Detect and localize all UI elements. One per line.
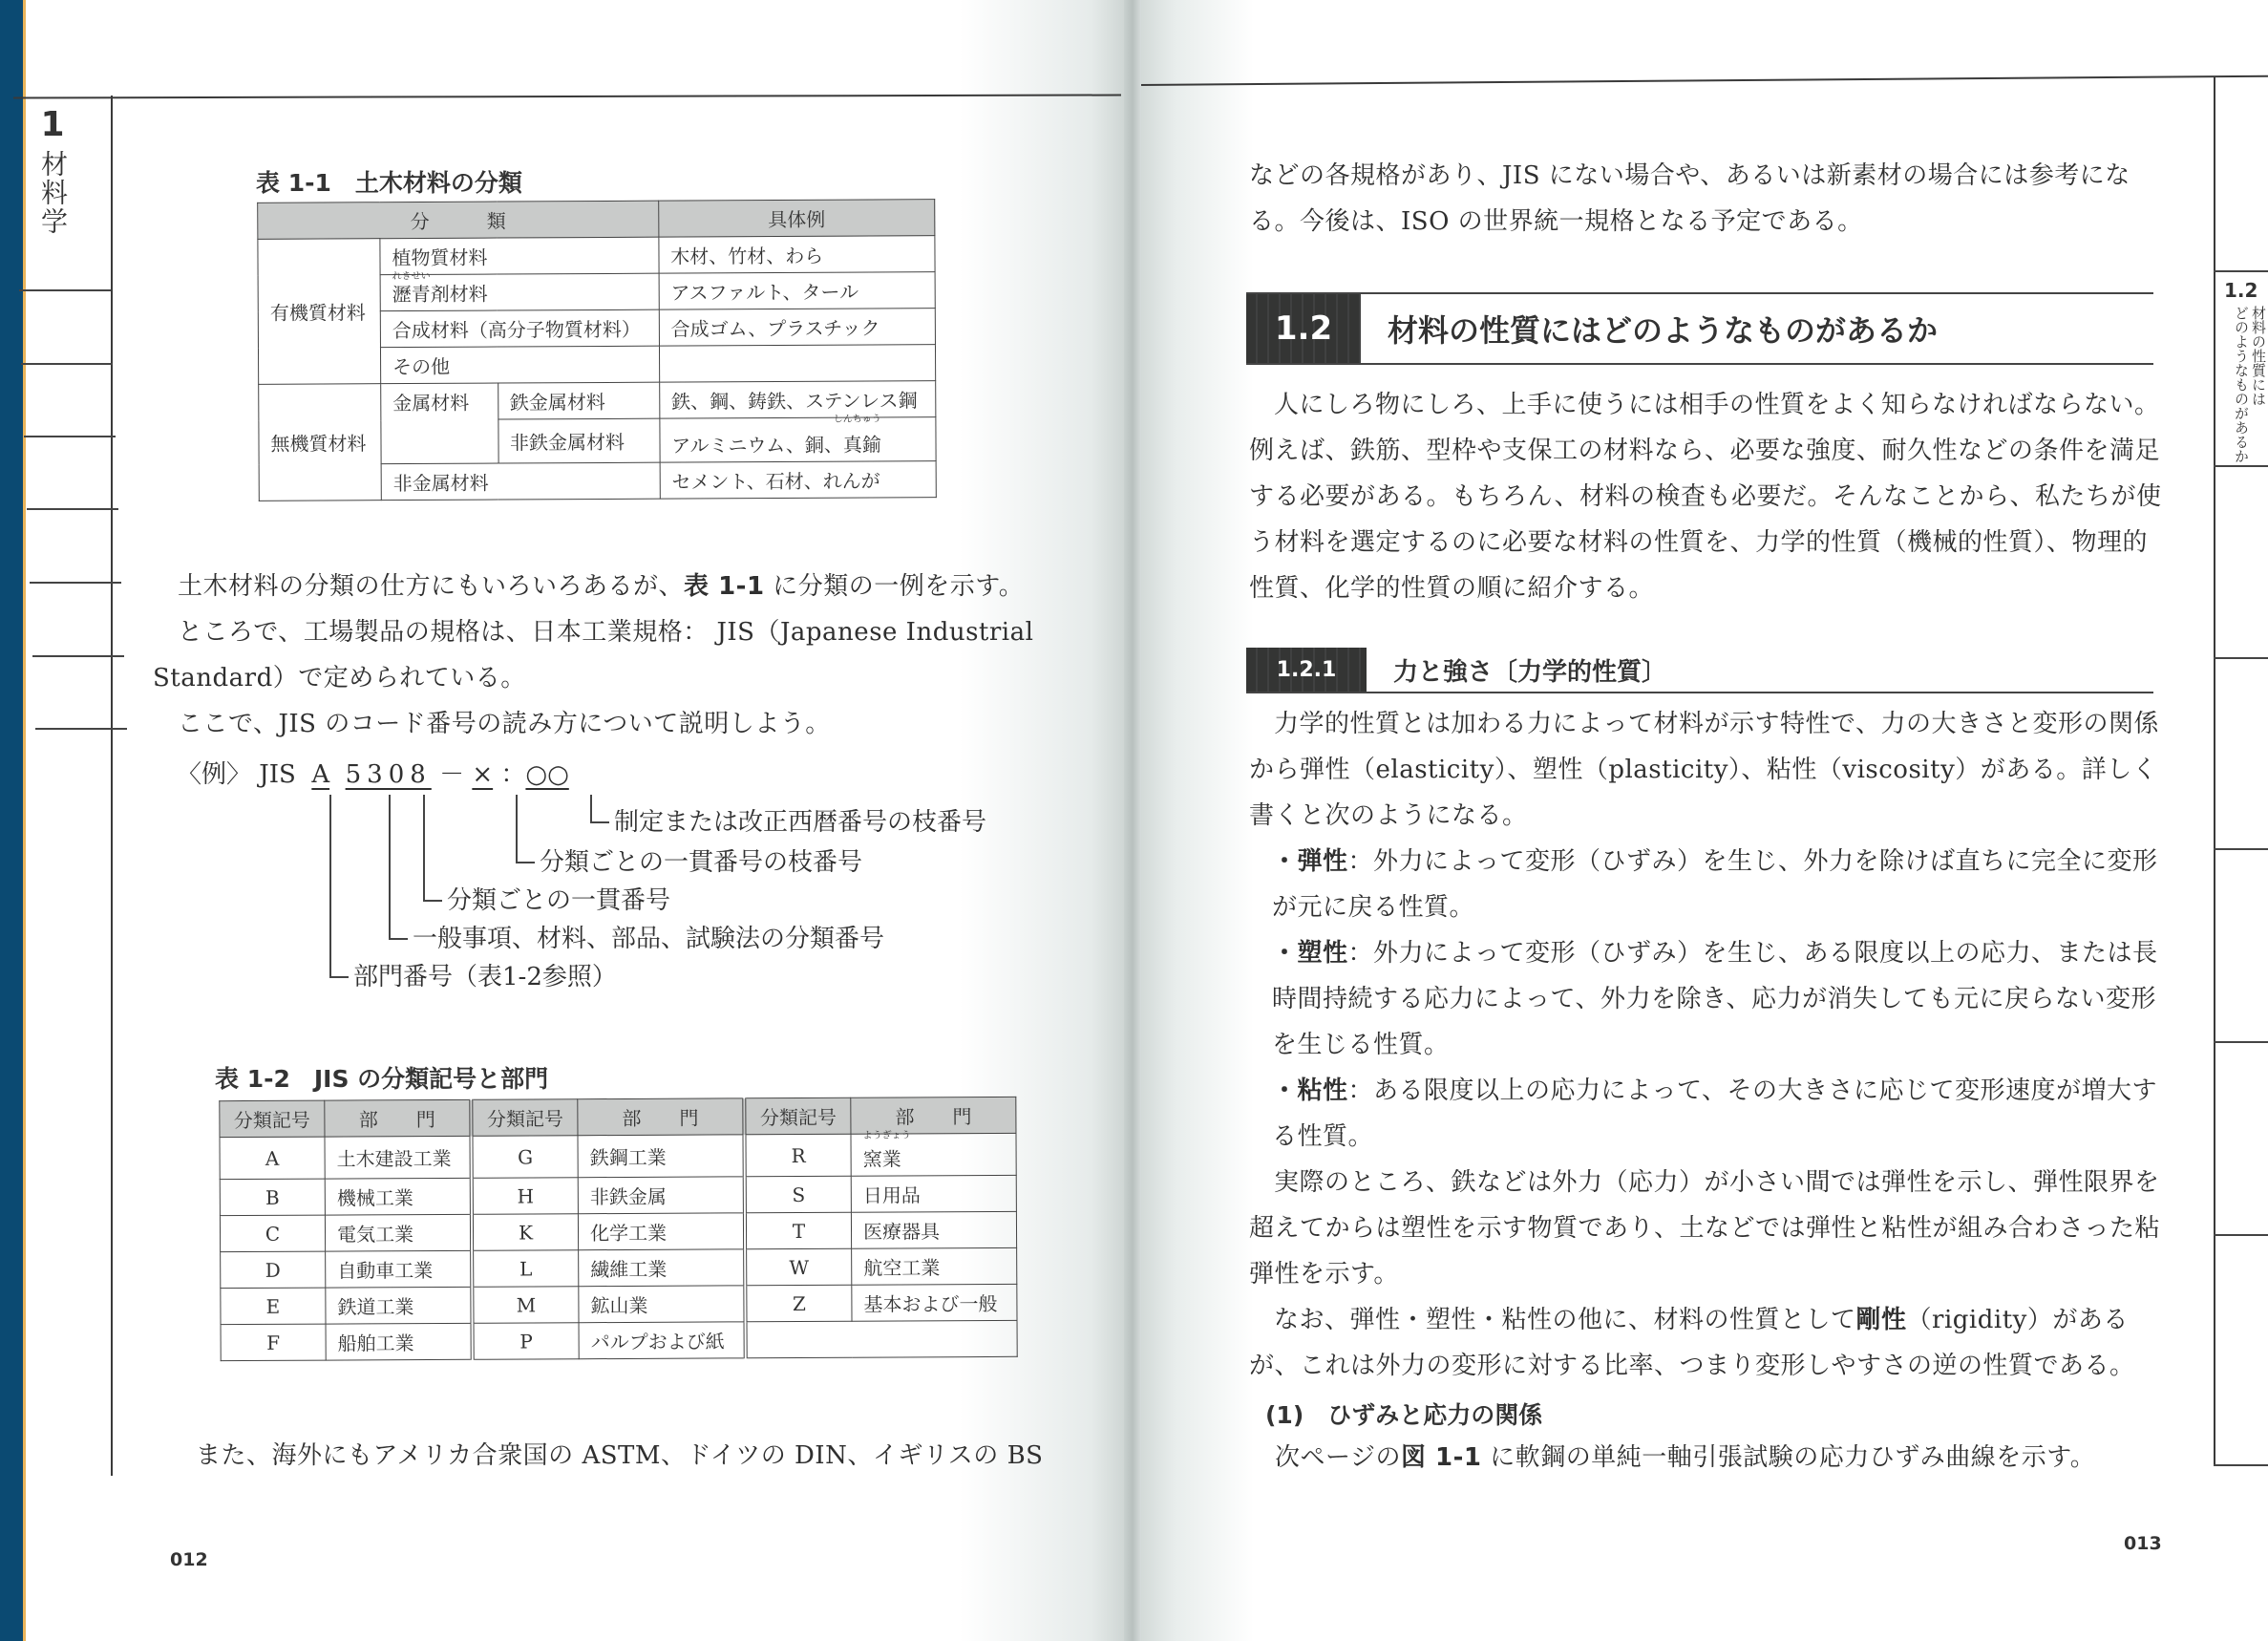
- tab-divider: [32, 655, 124, 657]
- paragraph: ところで、工場製品の規格は、日本工業規格： JIS（Japanese Industrial Standard）で定められている。: [153, 618, 1034, 693]
- text-run: 次ページの: [1275, 1443, 1401, 1472]
- table-cell: 非鉄金属: [578, 1177, 745, 1214]
- annotation: 分類ごとの一貫番号: [447, 886, 671, 915]
- table-cell: セメント、石材、れんが: [660, 461, 936, 500]
- group-inorganic: 無機質材料: [259, 384, 382, 501]
- tab-divider: [27, 508, 118, 510]
- table-cell: 鉄道工業: [326, 1287, 473, 1324]
- bracket-line: [590, 821, 609, 823]
- table-cell: 基本および一般: [852, 1284, 1017, 1321]
- paragraph: ここで、JIS のコード番号の読み方について説明しよう。: [178, 710, 831, 738]
- table-cell: G: [471, 1136, 578, 1179]
- table-row: [221, 1247, 1017, 1288]
- jis-prefix: 〈例〉 JIS: [177, 760, 296, 789]
- text-run: に軟鋼の単純一軸引張試験の応力ひずみ曲線を示す。: [1481, 1443, 2096, 1472]
- section-tab: [2220, 279, 2266, 463]
- book-gutter: [1124, 0, 1141, 1641]
- chapter-number: 1: [40, 105, 65, 144]
- subsection-title: 力と強さ〔力学的性質〕: [1393, 657, 1667, 687]
- table-cell: パルプおよび紙: [579, 1322, 746, 1359]
- jis-part-number: 5308: [345, 760, 432, 789]
- table-cell: W: [745, 1248, 852, 1286]
- text-run: （rigidity）があるが、これは外力の変形に対する比率、つまり変形しやすさの逆の性質である。: [1249, 1306, 2135, 1380]
- section-intro: [1249, 382, 2166, 611]
- table-cell: 電気工業: [325, 1214, 472, 1251]
- subsection-number-box: 1.2.1: [1246, 648, 1367, 692]
- jis-code: [177, 755, 569, 790]
- table2-header: 分類記号: [744, 1098, 851, 1135]
- tab-divider: [21, 363, 113, 365]
- table-row: [220, 1175, 1016, 1215]
- table-cell: 日用品: [851, 1175, 1016, 1212]
- table-cell: [660, 414, 936, 463]
- table2-header: 分類記号: [471, 1099, 578, 1137]
- table2-header: 分類記号: [220, 1100, 325, 1138]
- definition-text: ：外力によって変形（ひずみ）を生じ、外力を除けば直ちに完全に変形が元に戻る性質。: [1272, 847, 2158, 922]
- table-row: [221, 1284, 1017, 1324]
- jis-part-x: ×: [472, 760, 494, 789]
- table-cell: 合成材料（高分子物質材料）: [380, 309, 659, 348]
- bracket-line: [590, 795, 592, 821]
- table-cell: 鉄鋼工業: [578, 1135, 745, 1178]
- figure-reference: 図 1-1: [1400, 1443, 1482, 1472]
- jis-colon: ：: [500, 760, 526, 789]
- ruby-text: ようぎょう: [862, 1130, 911, 1141]
- definition-term: ・粘性: [1272, 1076, 1348, 1105]
- bracket-line: [389, 795, 391, 938]
- ruby-text: れきせい: [392, 270, 431, 283]
- subsection-body: [1249, 701, 2166, 1389]
- tab-divider: [2214, 465, 2268, 467]
- table2-header: 部 門: [578, 1098, 745, 1136]
- definition-term: ・弾性: [1272, 847, 1348, 876]
- cell-text: 瀝青剤材料: [392, 282, 488, 307]
- bracket-line: [516, 862, 535, 863]
- definition-viscous: [1249, 1068, 2166, 1160]
- bracket-line: [423, 900, 442, 902]
- table-cell: S: [745, 1176, 852, 1213]
- tab-divider: [24, 436, 116, 437]
- table-cell: A: [220, 1137, 325, 1180]
- jis-part-oo: ○○: [525, 760, 569, 789]
- table-cell: 鉄、鋼、鋳鉄、ステンレス鋼: [659, 381, 935, 419]
- table-cell: Z: [745, 1285, 852, 1322]
- paragraph: 実際のところ、鉄などは外力（応力）が小さい間では弾性を示し、弾性限界を超えてからは塑性を示す物質であり、土などでは弾性と粘性が組み合わさった粘弾性を示す。: [1249, 1168, 2161, 1289]
- section-tab-border: [2214, 76, 2215, 1466]
- table-cell: その他: [380, 346, 659, 384]
- table-cell: K: [472, 1214, 579, 1251]
- annotation: 分類ごとの一貫番号の枝番号: [540, 848, 863, 877]
- table-cell: 航空工業: [852, 1247, 1017, 1285]
- section-tab-title: [2224, 306, 2266, 463]
- paragraph-rigidity: [1249, 1297, 2166, 1389]
- table-cell: 機械工業: [325, 1178, 472, 1215]
- table-cell: T: [745, 1212, 852, 1249]
- table1-header-examples: 具体例: [658, 200, 934, 238]
- table-cell: [380, 270, 659, 311]
- paragraph: [153, 564, 1070, 609]
- text-run: なお、弾性・塑性・粘性の他に、材料の性質として: [1274, 1306, 1856, 1334]
- table-cell: 鉱山業: [579, 1286, 746, 1323]
- book-spine-edge: [0, 0, 26, 1641]
- table-cell: 船舶工業: [326, 1323, 473, 1360]
- page-number-right: 013: [2124, 1533, 2162, 1554]
- definition-text: ：外力によって変形（ひずみ）を生じ、ある限度以上の応力、または長時間持続する応力によって、外力を除き、応力が消失しても元に戻らない変形を生じる性質。: [1272, 939, 2158, 1059]
- jis-part-a: A: [311, 760, 330, 789]
- section-number-box: 1.2: [1246, 294, 1361, 363]
- table-cell: B: [220, 1179, 325, 1216]
- section-tab-line: どのようなものがあるか: [2233, 306, 2250, 463]
- bracket-line: [329, 795, 331, 976]
- tab-divider: [2214, 1041, 2268, 1043]
- tab-divider: [2214, 1464, 2268, 1466]
- definition-elastic: [1249, 839, 2166, 930]
- cell-text: 窯業: [862, 1147, 901, 1171]
- table-reference: 表 1-1: [684, 572, 765, 601]
- paragraph: 人にしろ物にしろ、上手に使うには相手の性質をよく知らなければならない。例えば、鉄筋、型枠や支保工の材料なら、必要な強度、耐久性などの条件を満足する必要がある。もちろん、材料の検査も必要だ。そんなことから、私たちが使う材料を選定するのに必要な材料の性質を、力学的性質（機械的性質）、物理的性質、化学的性質の順に紹介する。: [1249, 391, 2162, 603]
- chapter-tab: [29, 105, 76, 236]
- tab-divider: [2214, 270, 2268, 272]
- table-cell: E: [221, 1288, 326, 1325]
- section-tab-line: 材料の性質には: [2250, 306, 2267, 406]
- table-cell: 非鉄金属材料: [498, 418, 659, 463]
- group-organic: 有機質材料: [258, 239, 381, 385]
- table-cell: M: [472, 1287, 579, 1324]
- left-closing-text: また、海外にもアメリカ合衆国の ASTM、ドイツの DIN、イギリスの BS: [196, 1441, 1044, 1470]
- definition-text: ：ある限度以上の応力によって、その大きさに応じて変形速度が増大する性質。: [1272, 1076, 2157, 1151]
- section-heading: [1246, 292, 2153, 365]
- page-number-left: 012: [170, 1549, 208, 1570]
- table-cell: 金属材料: [381, 383, 498, 464]
- jis-dash: －: [439, 760, 465, 789]
- table-cell: 木材、竹材、わら: [659, 236, 935, 274]
- table2-header: 部 門: [325, 1099, 472, 1137]
- table-cell: D: [221, 1251, 326, 1289]
- table1-header-category: 分 類: [258, 201, 659, 239]
- annotation: 一般事項、材料、部品、試験法の分類番号: [413, 925, 885, 953]
- continuation-text: などの各規格があり、JIS にない場合や、あるいは新素材の場合には参考になる。今後は、ISO の世界統一規格となる予定である。: [1249, 161, 2130, 236]
- table2-caption: 表 1-2 JIS の分類記号と部門: [215, 1065, 549, 1093]
- tab-divider: [19, 289, 111, 291]
- table-cell-empty: [746, 1320, 1018, 1357]
- table-cell: L: [472, 1250, 579, 1288]
- subsection-heading: [1246, 648, 2153, 693]
- tab-divider: [2214, 1234, 2268, 1236]
- table-row: [221, 1320, 1017, 1360]
- table-cell: 繊維工業: [579, 1249, 746, 1287]
- bracket-line: [423, 795, 425, 900]
- tab-divider: [30, 582, 121, 584]
- bracket-line: [516, 795, 518, 862]
- section-tab-number: 1.2: [2224, 279, 2258, 302]
- annotation: 部門番号（表1-2参照）: [353, 963, 617, 991]
- table-cell: 非金属材料: [381, 462, 660, 501]
- table-row: [220, 1211, 1016, 1251]
- ruby-text: しんちゅう: [833, 414, 881, 425]
- left-body-text: [153, 564, 1070, 747]
- bracket-line: [329, 976, 349, 978]
- table-row: [220, 1133, 1016, 1179]
- tab-divider: [2214, 657, 2268, 659]
- table-cell: C: [220, 1215, 325, 1252]
- table-cell: 医療器具: [851, 1211, 1016, 1248]
- section-title: 材料の性質にはどのようなものがあるか: [1388, 312, 1939, 349]
- table-cell: 合成ゴム、プラスチック: [659, 309, 935, 347]
- table1-caption: 表 1-1 土木材料の分類: [256, 169, 522, 197]
- table-cell: P: [472, 1323, 579, 1360]
- next-page-reference: [1275, 1435, 2173, 1481]
- cell-text: アルミニウム、銅、真鍮: [671, 433, 881, 458]
- chapter-tab-border: [111, 96, 113, 1476]
- table-cell: アスファルト、タール: [659, 272, 935, 310]
- text-run: に分類の一例を示す。: [764, 572, 1025, 601]
- jis-code-diagram: [177, 755, 1036, 1003]
- table-cell: 化学工業: [578, 1213, 745, 1250]
- table-cell: R: [744, 1134, 851, 1177]
- table-cell: 土木建設工業: [325, 1136, 472, 1179]
- table-jis-classification: [219, 1097, 1017, 1361]
- annotation: 制定または改正西暦番号の枝番号: [614, 808, 987, 837]
- definition-plastic: [1249, 930, 2166, 1068]
- table-cell: [659, 345, 935, 383]
- table-cell: 鉄金属材料: [498, 382, 659, 419]
- sub-sub-heading: (1) ひずみと応力の関係: [1265, 1401, 1543, 1429]
- table2-header: 部 門: [851, 1097, 1016, 1134]
- table-cell: H: [472, 1178, 579, 1215]
- definition-term: ・塑性: [1272, 939, 1348, 968]
- tab-divider: [35, 728, 127, 730]
- tab-divider: [2214, 848, 2268, 850]
- text-run: 土木材料の分類の仕方にもいろいろあるが、: [178, 572, 685, 601]
- table-cell: 自動車工業: [326, 1250, 473, 1288]
- chapter-title: 材料学: [37, 150, 69, 236]
- bracket-line: [389, 938, 408, 940]
- paragraph: 力学的性質とは加わる力によって材料が示す特性で、力の大きさと変形の関係から弾性（elasticity）、塑性（plasticity）、粘性（viscosity）がある。詳しく書くと次のようになる。: [1249, 710, 2159, 830]
- table-cell: 植物質材料: [380, 237, 659, 275]
- table-cell: F: [221, 1324, 326, 1361]
- table-cell: [851, 1130, 1016, 1176]
- table-material-classification: [257, 199, 937, 501]
- bold-term: 剛性: [1855, 1306, 1907, 1334]
